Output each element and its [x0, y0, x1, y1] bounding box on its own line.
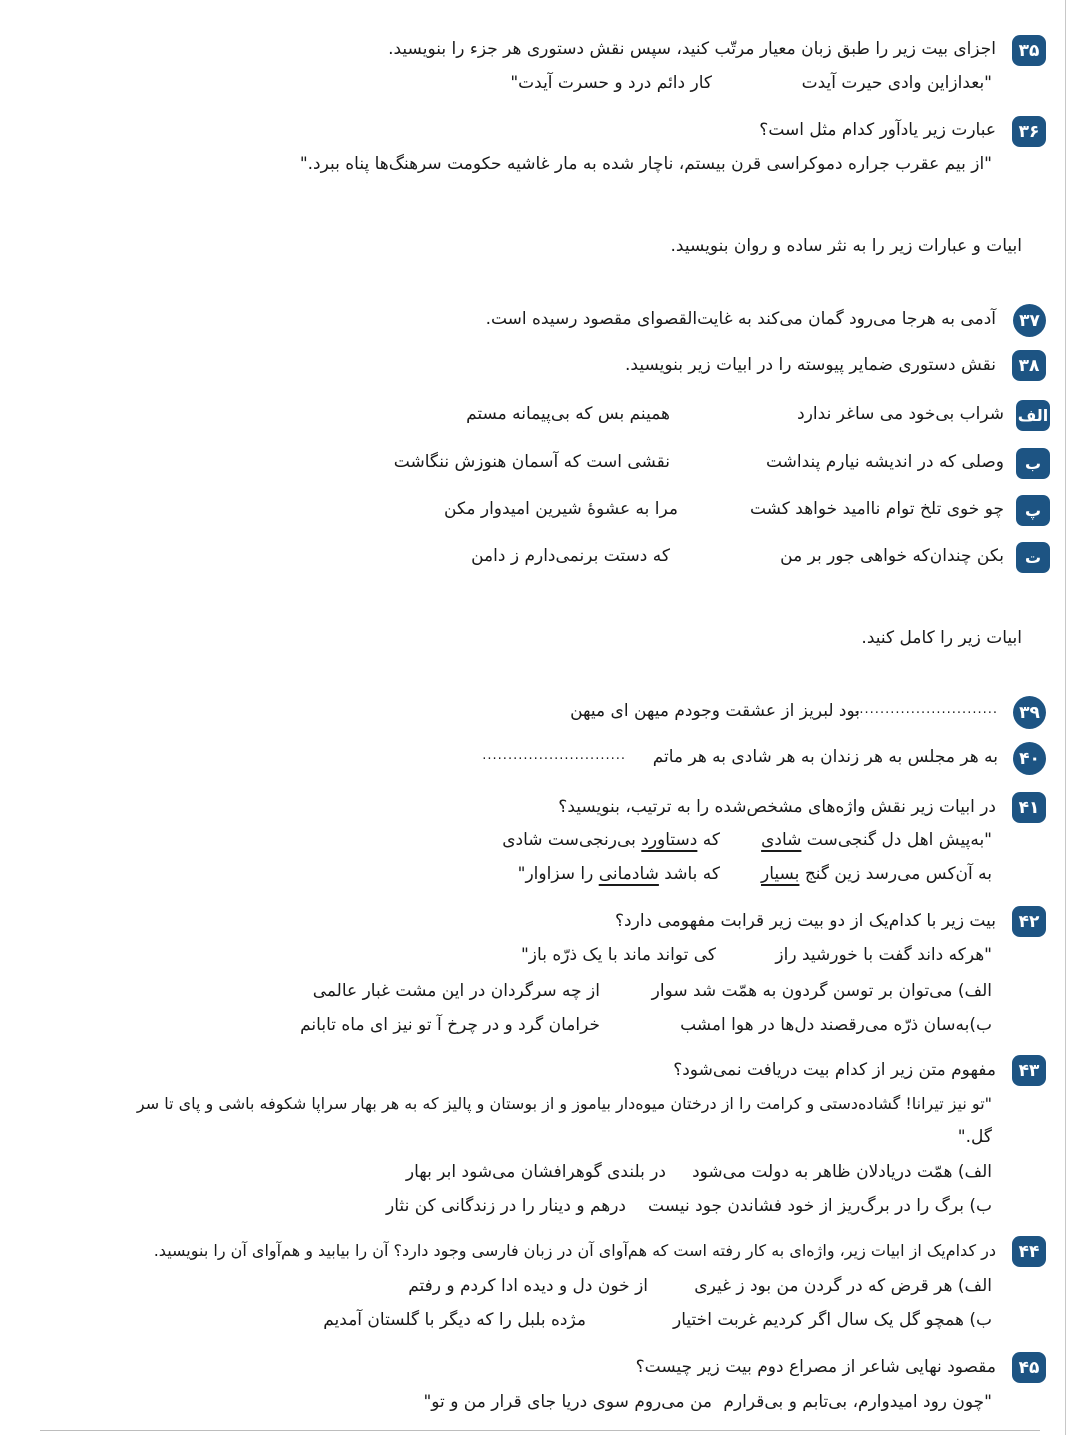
passage-line-2: گل." — [957, 1127, 992, 1147]
question-38 — [40, 350, 1049, 590]
question-text: مفهوم متن زیر از کدام بیت دریافت نمی‌شود؟ — [673, 1060, 996, 1080]
text-fragment: که باشد — [658, 864, 720, 884]
verse-first-hemistich: "هرکه داند گفت با خورشید راز — [775, 945, 992, 965]
underlined-word: شادمانی — [598, 864, 659, 884]
verse-second-hemistich: کی تواند ماند با یک ذرّه باز" — [520, 945, 716, 965]
verse-first-hemistich: شراب بی‌خود می ساغر ندارد — [797, 404, 1004, 424]
question-number-badge: ۴۴ — [1012, 1236, 1046, 1267]
question-text: بیت زیر با کدام‌یک از دو بیت زیر قرابت مفهومی دارد؟ — [615, 911, 996, 931]
quote-text: "از بیم عقرب جراره دموکراسی قرن بیستم، ناچار شده به مار غاشیه حکومت سرهنگ‌ها پناه ببرد." — [299, 154, 992, 174]
option-alef-second: از چه سرگردان در این مشت غبار عالمی — [312, 981, 600, 1001]
question-text: آدمی به هرجا می‌رود گمان می‌کند به غایت‌القصوای مقصود رسیده است. — [485, 309, 996, 329]
verse-first-hemistich: "چون رود امیدوارم، بی‌تابم و بی‌قرارم — [723, 1392, 992, 1412]
question-43 — [40, 1055, 1046, 1225]
question-39 — [40, 696, 1046, 736]
option-be-first: ب)به‌سان ذرّه می‌رقصند دل‌ها در هوا امشب — [680, 1015, 992, 1035]
option-be-second: خرامان گرد و در چرخ آ تو نیز ای ماه تابانم — [300, 1015, 600, 1035]
verse-text: به هر مجلس به هر زندان به هر شادی به هر ماتم — [652, 747, 998, 767]
text-fragment: بی‌رنجی‌ست شادی — [502, 830, 642, 850]
question-text: در ابیات زیر نقش واژه‌های مشخص‌شده را به ترتیب، بنویسید؟ — [558, 797, 996, 817]
question-text: اجزای بیت زیر را طبق زبان معیار مرتّب کنید، سپس نقش دستوری هر جزء را بنویسید. — [388, 39, 996, 59]
option-alef-first: الف) همّت دریادلان ظاهر به دولت می‌شود — [692, 1162, 992, 1182]
option-alef-second: در بلندی گوهرافشان می‌شود ابر بهار — [405, 1162, 666, 1182]
underlined-word: بسیار — [761, 864, 800, 884]
question-42 — [40, 906, 1046, 1046]
question-number-badge: ۴۵ — [1012, 1352, 1046, 1383]
verse-first-hemistich: چو خوی تلخ توام ناامید خواهد کشت — [749, 499, 1004, 519]
question-number-badge: ۳۸ — [1012, 350, 1046, 381]
text-fragment: را سزاوار" — [517, 864, 599, 884]
question-number-badge: ۴۲ — [1012, 906, 1046, 937]
section-heading-complete: ابیات زیر را کامل کنید. — [861, 628, 1022, 648]
underlined-word: دستاورد — [641, 830, 698, 850]
question-number-badge: ۴۳ — [1012, 1055, 1046, 1086]
underlined-word: شادی — [761, 830, 802, 850]
question-text: نقش دستوری ضمایر پیوسته را در ابیات زیر بنویسید. — [625, 355, 996, 375]
verse-line-1-second — [502, 830, 720, 850]
question-text: در کدام‌یک از ابیات زیر، واژه‌ای به کار رفته است که هم‌آوای آن در زبان فارسی وجود دارد؟ آن را بیابید و هم‌آوای آن را بنویسید. — [153, 1241, 996, 1260]
question-number-badge: ۳۹ — [1013, 696, 1046, 729]
question-number-badge: ۳۶ — [1012, 116, 1046, 147]
question-number-badge: ۳۵ — [1012, 35, 1046, 66]
option-be-second: مژده بلبل را که دیگر با گلستان آمدیم — [323, 1310, 586, 1330]
question-35 — [40, 35, 1046, 125]
verse-second-hemistich: که دستت برنمی‌دارم ز دامن — [471, 546, 670, 566]
verse-text: بود لبریز از عشقت وجودم میهن ای میهن — [570, 701, 860, 721]
question-number-badge: ۴۰ — [1013, 742, 1046, 775]
option-alef-first: الف) می‌توان بر توسن گردون به همّت شد سوار — [651, 981, 992, 1001]
question-text: عبارت زیر یادآور کدام مثل است؟ — [759, 120, 996, 140]
option-be-first: ب) همچو گل یک سال اگر کردیم غربت اختیار — [673, 1310, 992, 1330]
section-heading-prose: ابیات و عبارات زیر را به نثر ساده و روان بنویسید. — [670, 236, 1022, 256]
question-40 — [40, 742, 1046, 782]
question-36 — [40, 116, 1046, 196]
question-number-badge: ۳۷ — [1013, 304, 1046, 337]
text-fragment: "به‌پیش اهل دل گنجی‌ست — [801, 830, 992, 850]
verse-line-2-first — [761, 864, 992, 884]
option-be-first: ب) برگ را در برگ‌ریز از خود فشاندن جود نیست — [648, 1196, 992, 1216]
blank-dots: ............................ — [854, 702, 998, 717]
passage-line-1: "تو نیز تیرانا! گشاده‌دستی و کرامت را از درختان میوه‌دار بیاموز و از بوستان و پالیز که به هر بهار سراپا شکوفه باشی و پای تا سر — [136, 1094, 992, 1113]
verse-first-hemistich: بکن چندان‌که خواهی جور بر من — [780, 546, 1004, 566]
question-41 — [40, 792, 1046, 892]
bottom-divider — [40, 1430, 1040, 1431]
option-be-second: درهم و دینار را در زندگانی کن نثار — [386, 1196, 626, 1216]
question-37 — [40, 304, 1046, 344]
verse-first-hemistich: وصلی که در اندیشه نیارم پنداشت — [765, 452, 1004, 472]
verse-line-1-first — [761, 830, 992, 850]
question-text: مقصود نهایی شاعر از مصراع دوم بیت زیر چیست؟ — [635, 1357, 996, 1377]
option-alef-first: الف) هر قرض که در گردن من بود ز غیری — [694, 1276, 992, 1296]
verse-second-hemistich: مرا به عشوهٔ شیرین امیدوار مکن — [444, 499, 678, 519]
verse-second-hemistich: نقشی است که آسمان هنوزش ننگاشت — [393, 452, 670, 472]
verse-second-hemistich: من می‌روم سوی دریا جای قرار من و تو" — [423, 1392, 712, 1412]
option-label-be: ب — [1016, 448, 1050, 479]
verse-first-hemistich: "بعدازاین وادی حیرت آیدت — [801, 73, 992, 93]
option-label-pe: پ — [1016, 495, 1050, 526]
verse-second-hemistich: کار دائم درد و حسرت آیدت" — [510, 73, 712, 93]
question-44 — [40, 1236, 1046, 1346]
question-number-badge: ۴۱ — [1012, 792, 1046, 823]
option-label-te: ت — [1016, 542, 1050, 573]
question-45 — [40, 1352, 1046, 1427]
text-fragment: به آن‌کس می‌رسد زین گنج — [799, 864, 992, 884]
text-fragment: که — [697, 830, 720, 850]
verse-line-2-second — [518, 864, 720, 884]
verse-second-hemistich: همینم بس که بی‌پیمانه مستم — [466, 404, 670, 424]
option-label-alef: الف — [1016, 400, 1050, 431]
blank-dots: ............................ — [482, 748, 626, 763]
option-alef-second: از خون دل و دیده ادا کردم و رفتم — [408, 1276, 648, 1296]
